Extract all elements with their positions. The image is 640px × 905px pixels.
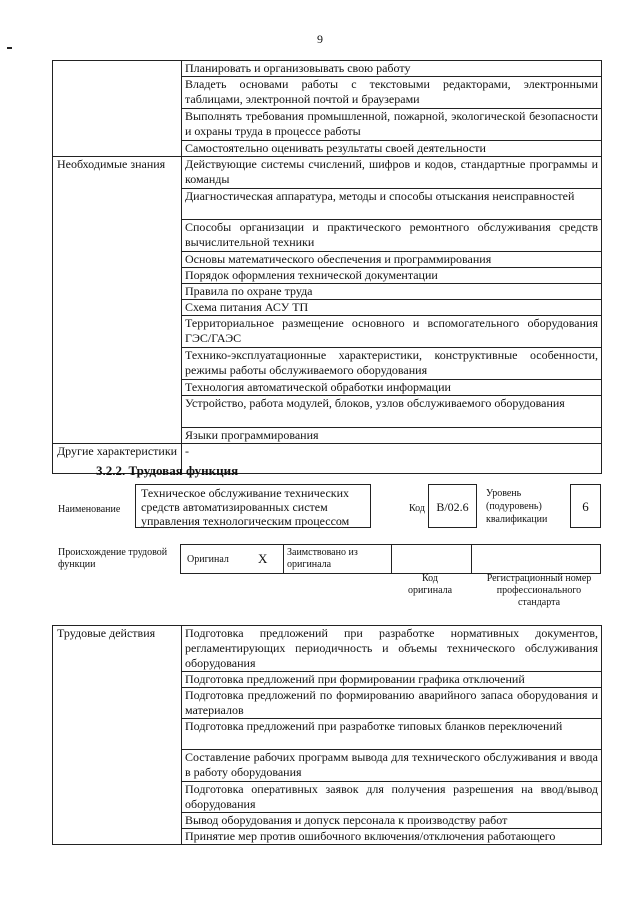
other-characteristics-label: Другие характеристики [53, 444, 182, 474]
table-cell: Составление рабочих программ вывода для технического обслуживания и ввода в работу оборудования [182, 750, 602, 782]
table-cell: Планировать и организовывать свою работу [182, 61, 602, 77]
skills-knowledge-table [52, 60, 602, 474]
table-cell: Диагностическая аппаратура, методы и способы отыскания неисправностей [182, 189, 602, 220]
divider [471, 545, 472, 573]
table-cell: Выполнять требования промышленной, пожарной, экологической безопасности и охраны труда в процессе работы [182, 109, 602, 141]
table-cell: Технико-эксплуатационные характеристики, конструктивные особенности, режимы работы обслуживаемого оборудования [182, 348, 602, 380]
table-cell: Самостоятельно оценивать результаты своей деятельности [182, 141, 602, 157]
divider [391, 545, 392, 573]
table-cell: Подготовка предложений при разработке типовых бланков переключений [182, 719, 602, 750]
table-cell: Способы организации и практического ремонтного обслуживания средств вычислительной техники [182, 220, 602, 252]
labor-actions-table [52, 625, 602, 845]
labor-actions-label: Трудовые действия [53, 626, 182, 845]
origin-label: Происхождение трудовой функции [58, 547, 168, 570]
skills-label-cell [53, 61, 182, 157]
function-name-box: Техническое обслуживание технических средств автоматизированных систем управления технологическим процессом [135, 484, 371, 528]
table-cell: Территориальное размещение основного и вспомогательного оборудования ГЭС/ГАЭС [182, 316, 602, 348]
origin-box [180, 544, 601, 574]
level-value-box: 6 [570, 484, 601, 528]
table-cell: Схема питания АСУ ТП [182, 300, 602, 316]
table-cell: Правила по охране труда [182, 284, 602, 300]
table-cell: Действующие системы счислений, шифров и кодов, стандартные программы и команды [182, 157, 602, 189]
table-cell: Принятие мер против ошибочного включения/отключения работающего [182, 829, 602, 845]
table-cell: Порядок оформления технической документации [182, 268, 602, 284]
table-cell: Подготовка предложений при разработке нормативных документов, регламентирующих периодичность и объемы технического обслуживания оборудования [182, 626, 602, 672]
table-cell: Вывод оборудования и допуск персонала к производству работ [182, 813, 602, 829]
table-cell: Подготовка предложений при формировании графика отключений [182, 672, 602, 688]
table-cell: Языки программирования [182, 428, 602, 444]
code-label: Код [409, 503, 425, 514]
table-cell: Владеть основами работы с текстовыми редакторами, электронными таблицами, электронной почтой и браузерами [182, 77, 602, 109]
divider [283, 545, 284, 573]
table-cell: Устройство, работа модулей, блоков, узлов обслуживаемого оборудования [182, 396, 602, 428]
table-cell: Технология автоматической обработки информации [182, 380, 602, 396]
table-cell: Подготовка оперативных заявок для получения разрешения на ввод/вывод оборудования [182, 782, 602, 813]
code-original-caption: Код оригинала [407, 573, 453, 596]
name-label: Наименование [58, 504, 121, 515]
page-number: 9 [317, 32, 323, 46]
original-label: Оригинал [187, 554, 229, 565]
table-cell: Основы математического обеспечения и программирования [182, 252, 602, 268]
borrowed-label: Заимствовано из оригинала [287, 547, 358, 570]
knowledge-label: Необходимые знания [53, 157, 182, 444]
reg-number-caption: Регистрационный номер профессионального стандарта [486, 573, 592, 608]
original-mark: X [258, 551, 268, 566]
margin-mark [7, 47, 12, 49]
other-characteristics-value: - [182, 444, 602, 474]
code-value-box: B/02.6 [428, 484, 477, 528]
section-heading: 3.2.2. Трудовая функция [96, 463, 239, 478]
table-cell: Подготовка предложений по формированию аварийного запаса оборудования и материалов [182, 688, 602, 719]
level-label: Уровень (подуровень) квалификации [486, 488, 548, 525]
